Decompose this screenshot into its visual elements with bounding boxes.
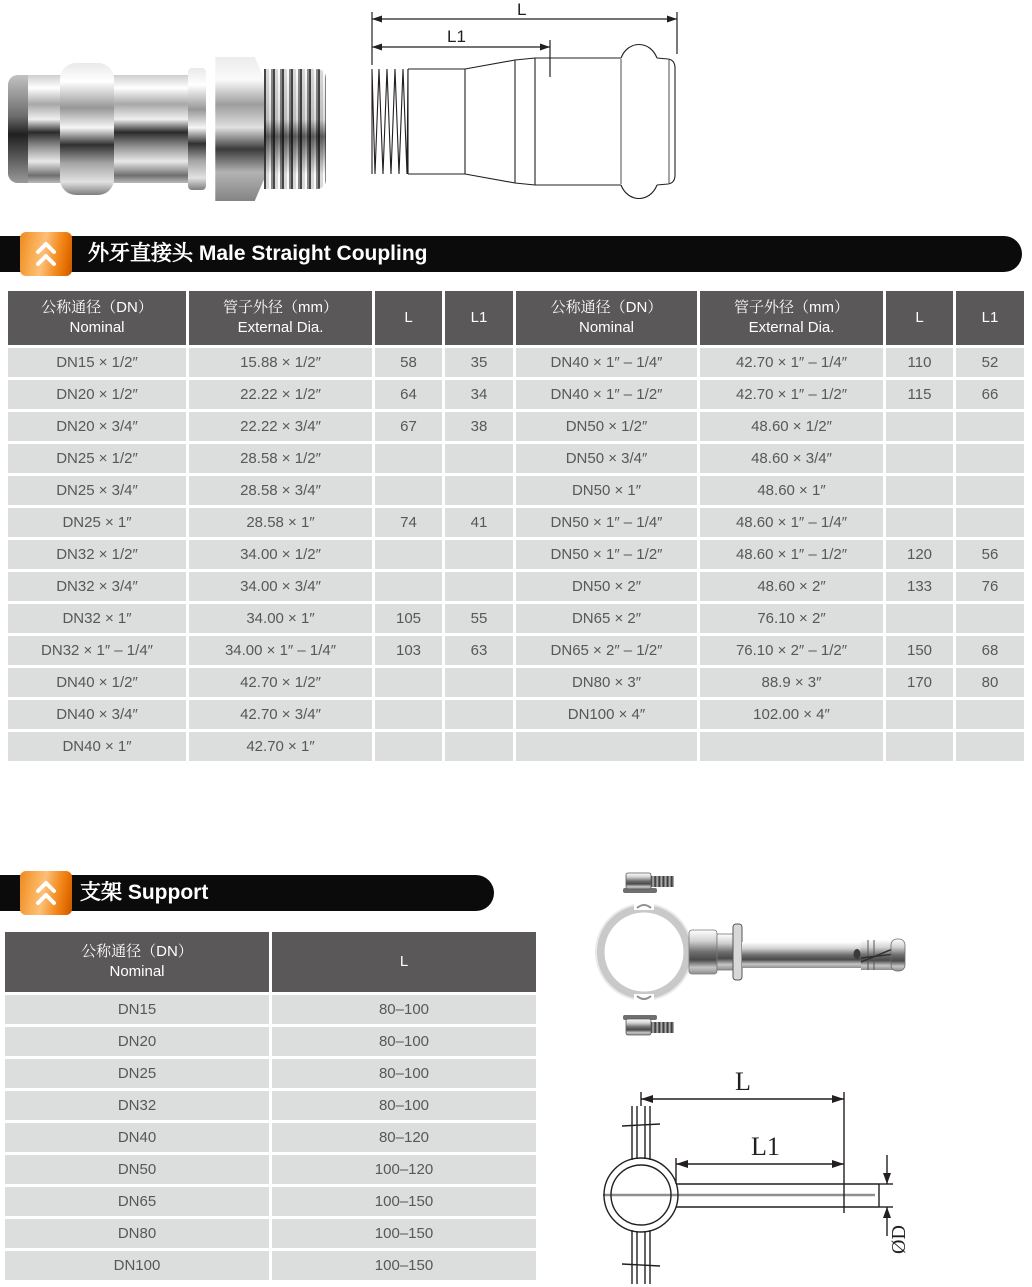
table-cell — [375, 540, 442, 569]
dimension-label-l1: L1 — [447, 27, 466, 46]
column-header: 公称通径（DN） Nominal — [8, 291, 186, 345]
table-row — [8, 572, 1024, 601]
coupling-ridge — [188, 68, 206, 190]
table-cell: 76.10 × 2″ — [700, 604, 883, 633]
table-cell: 42.70 × 1″ – 1/4″ — [700, 348, 883, 377]
table-cell: 150 — [886, 636, 953, 665]
table-cell — [445, 668, 513, 697]
table-cell: DN80 × 3″ — [516, 668, 697, 697]
table-cell: 22.22 × 1/2″ — [189, 380, 372, 409]
table-cell: 28.58 × 1/2″ — [189, 444, 372, 473]
table-cell: 170 — [886, 668, 953, 697]
table-cell: DN32 × 3/4″ — [8, 572, 186, 601]
table-row — [8, 540, 1024, 569]
column-header: L1 — [956, 291, 1024, 345]
table-cell: 35 — [445, 348, 513, 377]
table-cell: 105 — [375, 604, 442, 633]
table-cell: DN25 — [5, 1059, 269, 1088]
table-cell — [886, 412, 953, 441]
table-cell: 42.70 × 1″ — [189, 732, 372, 761]
dimension-label-l: L — [735, 1067, 751, 1096]
table-row — [5, 1155, 536, 1184]
table-cell: 34.00 × 1″ — [189, 604, 372, 633]
column-header: 公称通径（DN） Nominal — [516, 291, 697, 345]
table-cell — [886, 444, 953, 473]
table-cell: 76.10 × 2″ – 1/2″ — [700, 636, 883, 665]
table-cell: 66 — [956, 380, 1024, 409]
table-cell: 48.60 × 1/2″ — [700, 412, 883, 441]
table-cell: 80–100 — [272, 1091, 536, 1120]
table-row — [8, 636, 1024, 665]
table-cell — [886, 476, 953, 505]
table-cell — [375, 476, 442, 505]
column-header: L — [272, 932, 536, 992]
table-cell — [445, 572, 513, 601]
table-cell — [700, 732, 883, 761]
coupling-socket-opening — [8, 75, 28, 183]
table-cell: DN50 × 1″ – 1/4″ — [516, 508, 697, 537]
coupling-product-photo — [8, 55, 326, 203]
table-row — [8, 700, 1024, 729]
table-cell: 74 — [375, 508, 442, 537]
coupling-section-title: 外牙直接头 Male Straight Coupling — [88, 242, 428, 265]
table-cell: 48.60 × 1″ – 1/2″ — [700, 540, 883, 569]
table-row — [8, 412, 1024, 441]
table-cell: DN20 × 3/4″ — [8, 412, 186, 441]
table-cell: DN25 × 1/2″ — [8, 444, 186, 473]
table-cell: 28.58 × 3/4″ — [189, 476, 372, 505]
table-row — [5, 1187, 536, 1216]
table-row — [5, 1027, 536, 1056]
table-cell: DN25 × 1″ — [8, 508, 186, 537]
table-cell — [445, 700, 513, 729]
table-cell: DN100 — [5, 1251, 269, 1280]
table-cell: 115 — [886, 380, 953, 409]
table-cell: 100–120 — [272, 1155, 536, 1184]
table-row — [8, 444, 1024, 473]
table-cell: DN25 × 3/4″ — [8, 476, 186, 505]
table-cell — [375, 732, 442, 761]
table-row — [8, 668, 1024, 697]
table-header-row — [8, 291, 1024, 345]
table-cell — [445, 476, 513, 505]
support-section-title: 支架 Support — [80, 881, 209, 904]
table-cell: 110 — [886, 348, 953, 377]
table-cell — [886, 508, 953, 537]
table-cell: 76 — [956, 572, 1024, 601]
table-cell: DN50 — [5, 1155, 269, 1184]
table-cell: DN32 — [5, 1091, 269, 1120]
table-cell: 42.70 × 3/4″ — [189, 700, 372, 729]
table-cell: 34.00 × 3/4″ — [189, 572, 372, 601]
table-cell: 80–100 — [272, 1027, 536, 1056]
table-cell: 52 — [956, 348, 1024, 377]
table-cell: DN20 — [5, 1027, 269, 1056]
table-cell: DN50 × 1″ – 1/2″ — [516, 540, 697, 569]
table-cell — [886, 700, 953, 729]
table-cell: 42.70 × 1/2″ — [189, 668, 372, 697]
table-row — [8, 732, 1024, 761]
table-cell — [956, 732, 1024, 761]
column-header: L — [886, 291, 953, 345]
table-cell — [956, 476, 1024, 505]
table-cell — [375, 668, 442, 697]
table-cell — [956, 508, 1024, 537]
table-cell: DN50 × 3/4″ — [516, 444, 697, 473]
table-cell: 34 — [445, 380, 513, 409]
table-cell: 100–150 — [272, 1187, 536, 1216]
table-cell: 63 — [445, 636, 513, 665]
table-cell: DN40 — [5, 1123, 269, 1152]
table-cell: DN65 — [5, 1187, 269, 1216]
table-cell — [445, 540, 513, 569]
table-cell: DN40 × 1/2″ — [8, 668, 186, 697]
table-cell: DN15 × 1/2″ — [8, 348, 186, 377]
table-cell: DN65 × 2″ — [516, 604, 697, 633]
table-cell: 103 — [375, 636, 442, 665]
table-cell: 41 — [445, 508, 513, 537]
table-cell: DN32 × 1″ — [8, 604, 186, 633]
table-cell: 48.60 × 3/4″ — [700, 444, 883, 473]
column-header: 公称通径（DN） Nominal — [5, 932, 269, 992]
support-dimension-drawing — [575, 1058, 1032, 1287]
table-row — [8, 604, 1024, 633]
table-cell: DN100 × 4″ — [516, 700, 697, 729]
table-cell: DN40 × 1″ – 1/2″ — [516, 380, 697, 409]
column-header: L — [375, 291, 442, 345]
table-row — [5, 1219, 536, 1248]
table-cell — [445, 732, 513, 761]
table-cell — [445, 444, 513, 473]
table-cell: 80–100 — [272, 1059, 536, 1088]
coupling-press-ring — [60, 63, 114, 195]
table-cell: 68 — [956, 636, 1024, 665]
dimension-label-diameter: ØD — [888, 1225, 910, 1254]
table-row — [8, 348, 1024, 377]
table-row — [5, 1091, 536, 1120]
table-cell: 48.60 × 1″ – 1/4″ — [700, 508, 883, 537]
table-cell — [956, 444, 1024, 473]
table-cell: 22.22 × 3/4″ — [189, 412, 372, 441]
coupling-dimension-drawing — [365, 2, 685, 214]
table-cell — [886, 732, 953, 761]
table-cell: 102.00 × 4″ — [700, 700, 883, 729]
table-row — [5, 995, 536, 1024]
table-cell: 80–100 — [272, 995, 536, 1024]
table-cell: DN15 — [5, 995, 269, 1024]
table-cell — [375, 572, 442, 601]
table-cell: DN50 × 2″ — [516, 572, 697, 601]
double-chevron-up-icon — [20, 871, 72, 915]
dimension-label-l: L — [517, 2, 527, 19]
table-cell: 15.88 × 1/2″ — [189, 348, 372, 377]
table-cell: 100–150 — [272, 1219, 536, 1248]
table-row — [5, 1123, 536, 1152]
table-cell: 58 — [375, 348, 442, 377]
column-header: 管子外径（mm） External Dia. — [700, 291, 883, 345]
table-cell: DN80 — [5, 1219, 269, 1248]
table-cell: DN40 × 3/4″ — [8, 700, 186, 729]
table-cell: 56 — [956, 540, 1024, 569]
support-product-photo — [585, 868, 1005, 1064]
table-cell: 67 — [375, 412, 442, 441]
table-cell — [956, 700, 1024, 729]
table-header-row — [5, 932, 536, 992]
table-cell — [516, 732, 697, 761]
table-cell: 38 — [445, 412, 513, 441]
coupling-hex-nut — [206, 57, 264, 201]
table-cell: 28.58 × 1″ — [189, 508, 372, 537]
double-chevron-up-icon — [20, 232, 72, 276]
table-cell: DN20 × 1/2″ — [8, 380, 186, 409]
table-row — [5, 1251, 536, 1280]
dimension-label-l1: L1 — [751, 1132, 780, 1161]
table-cell: 34.00 × 1″ – 1/4″ — [189, 636, 372, 665]
table-cell — [956, 604, 1024, 633]
coupling-section-banner — [0, 236, 1022, 272]
table-cell: 133 — [886, 572, 953, 601]
table-cell: DN50 × 1/2″ — [516, 412, 697, 441]
column-header: L1 — [445, 291, 513, 345]
table-cell: DN65 × 2″ – 1/2″ — [516, 636, 697, 665]
table-row — [5, 1059, 536, 1088]
table-cell: DN40 × 1″ – 1/4″ — [516, 348, 697, 377]
table-cell: 48.60 × 2″ — [700, 572, 883, 601]
table-cell: 42.70 × 1″ – 1/2″ — [700, 380, 883, 409]
table-cell: 88.9 × 3″ — [700, 668, 883, 697]
table-cell: 80 — [956, 668, 1024, 697]
table-cell — [956, 412, 1024, 441]
table-cell: 34.00 × 1/2″ — [189, 540, 372, 569]
table-row — [8, 508, 1024, 537]
table-cell: 120 — [886, 540, 953, 569]
table-cell: 48.60 × 1″ — [700, 476, 883, 505]
table-cell: 64 — [375, 380, 442, 409]
table-cell: 100–150 — [272, 1251, 536, 1280]
table-cell — [886, 604, 953, 633]
table-cell: 55 — [445, 604, 513, 633]
table-cell — [375, 444, 442, 473]
table-cell: DN32 × 1″ – 1/4″ — [8, 636, 186, 665]
table-row — [8, 380, 1024, 409]
table-cell: DN50 × 1″ — [516, 476, 697, 505]
table-cell — [375, 700, 442, 729]
table-cell: 80–120 — [272, 1123, 536, 1152]
coupling-table — [5, 288, 1027, 764]
support-section-banner — [0, 875, 494, 911]
table-cell: DN40 × 1″ — [8, 732, 186, 761]
support-table — [2, 929, 539, 1283]
table-row — [8, 476, 1024, 505]
table-cell: DN32 × 1/2″ — [8, 540, 186, 569]
column-header: 管子外径（mm） External Dia. — [189, 291, 372, 345]
coupling-male-thread — [264, 69, 326, 189]
